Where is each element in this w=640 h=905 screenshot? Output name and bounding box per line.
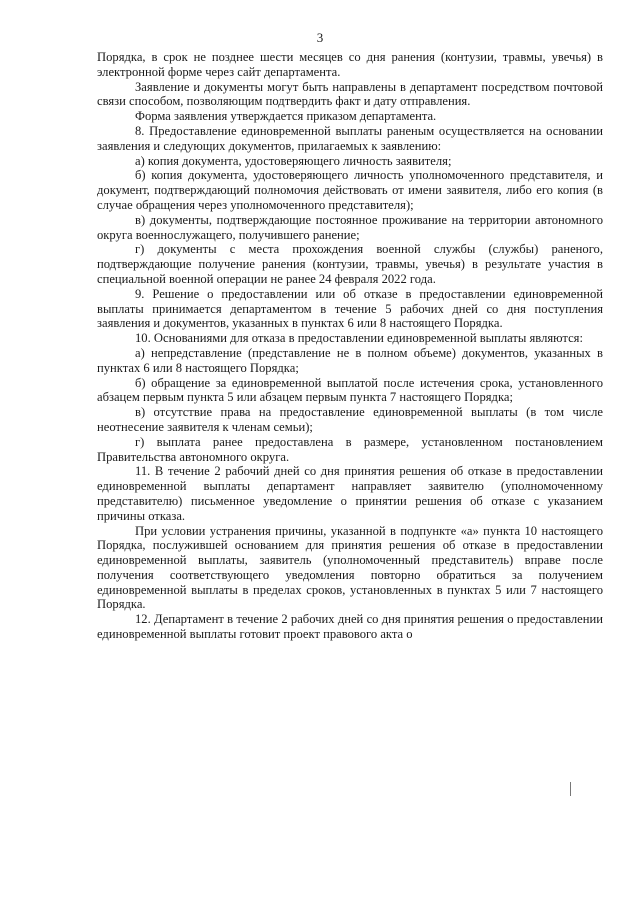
paragraph-item-8b: б) копия документа, удостоверяющего личность уполномоченного представителя, и документ, подтверждающий полномочия действовать от имени заявителя, либо его копия (в случае обращения через уполномоченного представителя); xyxy=(97,168,603,212)
paragraph-item-8g: г) документы с места прохождения военной службы (службы) раненого, подтверждающие получение ранения (контузии, травмы, увечья) в результате участия в специальной военной операции не ранее 24 февраля 2022 года. xyxy=(97,242,603,286)
paragraph-item-10b: б) обращение за единовременной выплатой после истечения срока, установленного абзацем первым пункта 5 или абзацем первым пункта 7 настоящего Порядка; xyxy=(97,375,603,405)
paragraph-item-11-reapply: При условии устранения причины, указанной в подпункте «а» пункта 10 настоящего Порядка, послужившей основанием для принятия решения об отказе в предоставлении единовременной выплаты, заявитель (уполномоченный представитель) вправе после получения соответствующего уведомления повторно обратиться за получением единовременной выплаты в пределах сроков, установленных в пунктах 5 или 7 настоящего Порядка. xyxy=(97,523,603,612)
paragraph-item-8a: а) копия документа, удостоверяющего личность заявителя; xyxy=(135,153,452,168)
paragraph-item-10v: в) отсутствие права на предоставление единовременной выплаты (в том числе неотнесение заявителя к членам семьи); xyxy=(97,405,603,434)
paragraph-continuation: Порядка, в срок не позднее шести месяцев со дня ранения (контузии, травмы, увечья) в электронной форме через сайт департамента. xyxy=(97,50,603,79)
paragraph-item-8v: в) документы, подтверждающие постоянное проживание на территории автономного округа военнослужащего, получившего ранение; xyxy=(97,212,603,242)
paragraph-item-8: 8. Предоставление единовременной выплаты раненым осуществляется на основании заявления и следующих документов, прилагаемых к заявлению: xyxy=(97,123,603,153)
paragraph-item-10: 10. Основаниями для отказа в предоставлении единовременной выплаты являются: xyxy=(135,331,583,346)
paragraph-item-10g: г) выплата ранее предоставлена в размере, установленном постановлением Правительства автономного округа. xyxy=(97,434,603,464)
paragraph-item-12: 12. Департамент в течение 2 рабочих дней со дня принятия решения о предоставлении единовременной выплаты готовит проект правового акта о xyxy=(97,612,603,642)
document-body xyxy=(97,50,603,642)
paragraph-item-9: 9. Решение о предоставлении или об отказе в предоставлении единовременной выплаты принимается департаментом в течение 5 рабочих дней со дня поступления заявления и документов, указанных в пунктах 6 или 8 настоящего Порядка. xyxy=(97,286,603,331)
paragraph-item-10a: а) непредставление (представление не в полном объеме) документов, указанных в пунктах 6 или 8 настоящего Порядка; xyxy=(97,345,603,375)
paragraph-item-11: 11. В течение 2 рабочий дней со дня принятия решения об отказе в предоставлении единовременной выплаты департамент направляет заявителю (уполномоченному представителю) письменное уведомление о принятии решения об отказе с указанием причины отказа. xyxy=(97,464,603,523)
scan-margin-mark xyxy=(570,782,571,796)
page-number: 3 xyxy=(316,30,324,45)
paragraph-form-approval: Форма заявления утверждается приказом департамента. xyxy=(135,109,437,124)
paragraph-mail-submission: Заявление и документы могут быть направлены в департамент посредством почтовой связи способом, позволяющим подтвердить факт и дату отправления. xyxy=(97,79,603,109)
